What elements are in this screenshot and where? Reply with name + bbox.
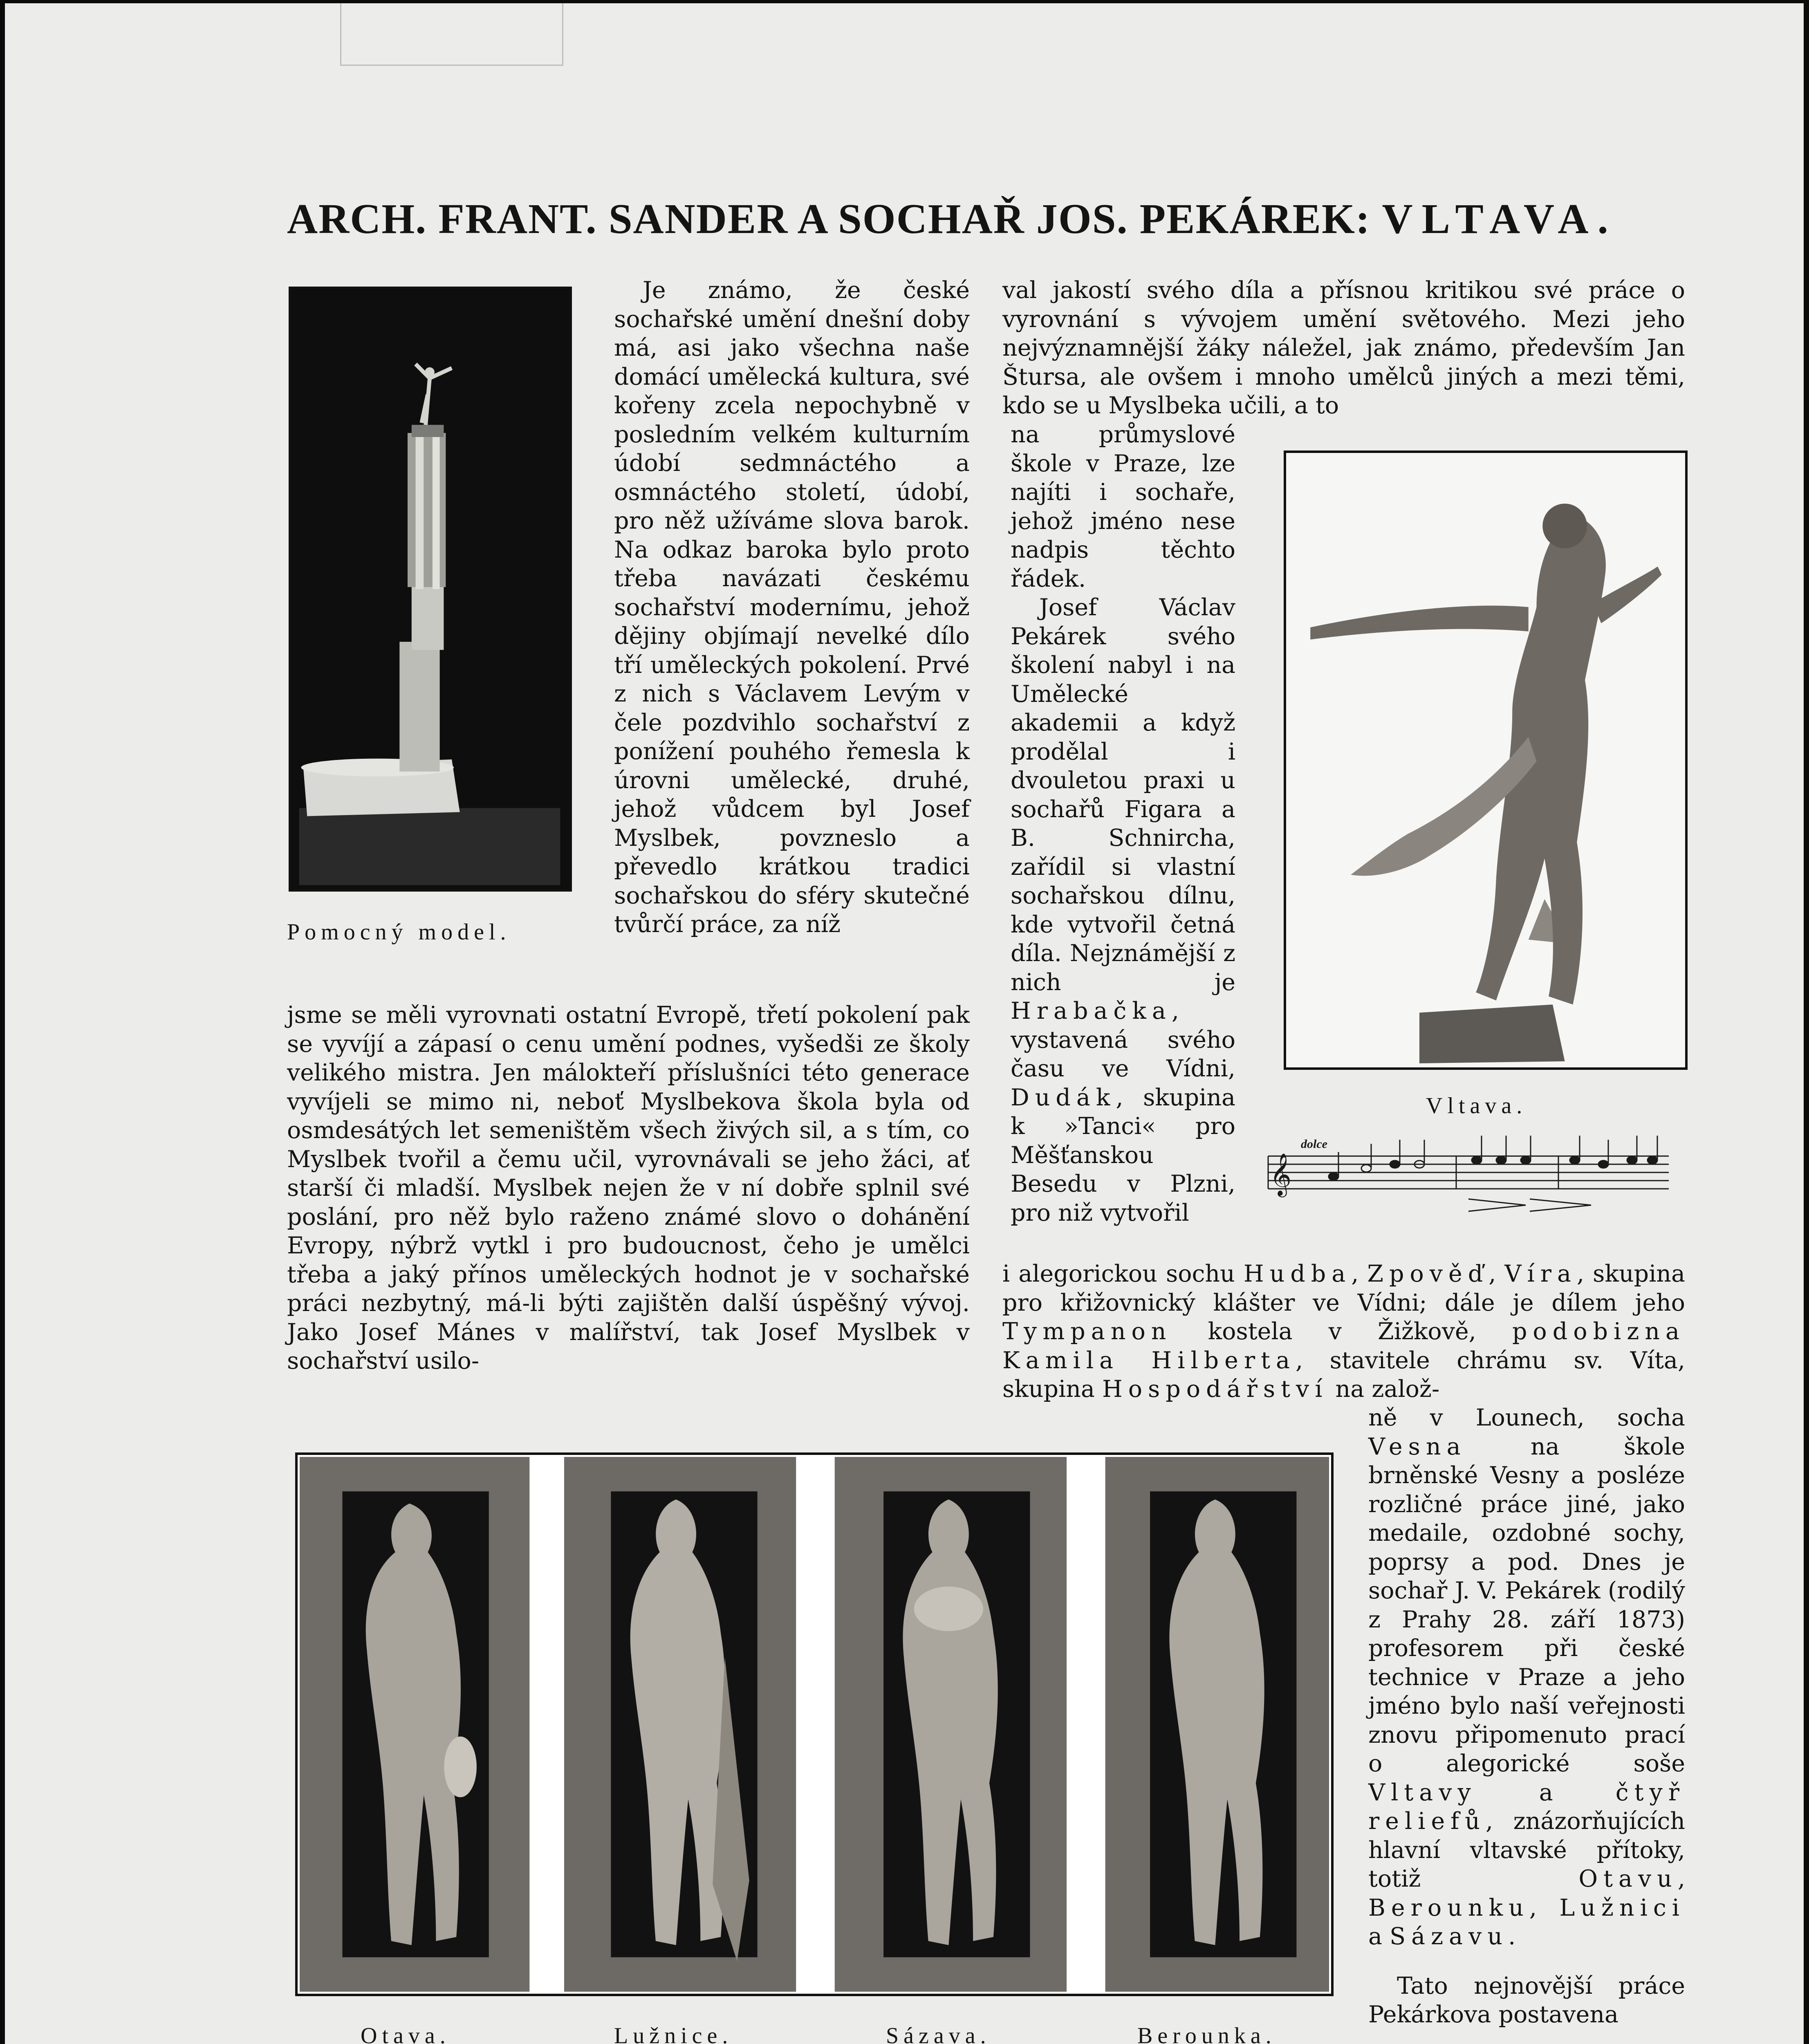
paragraph: Je známo, že české sochařské umění dnešní doby má, asi jako všechna naše domácí umělecká kultura, své kořeny zcela nepochybně v posledním velkém kulturním údobí sedmnáctého a osmnáctého století, údobí, pro něž užíváme slova barok. Na odkaz baroka bylo proto třeba navázati českému sochařství modernímu, jehož dějiny objímají nevelké dílo tří uměleckých pokolení. Prvé z nich s Václavem Levým v čele pozdvihlo sochařství z ponížení pouhého řemesla k úrovni umělecké, druhé, jehož vůdcem byl Josef Myslbek, povzneslo a převedlo krátkou tradici sochařskou do sféry skutečné tvůrčí práce, za níž <box>614 277 970 938</box>
work-title: Hudba <box>1243 1260 1352 1287</box>
dolce-mark: dolce <box>1301 1137 1327 1151</box>
right-narrow-column <box>1011 420 1235 1227</box>
paragraph: Josef Václav Pekárek svého školení nabyl i na Umělecké akademii a když prodělal i dvouletou praxi u sochařů Figara a B. Schnircha, zařídil si vlastní sochařskou dílnu, kde vytvořil četná díla. Nejznámější z nich je Hrabačka, vystavená svého času ve Vídni, Dudák, skupina k »Tanci« pro Měšťanskou Besedu v Plzni, pro niž vytvořil <box>1011 594 1235 1226</box>
work-title: čtyř reliefů <box>1368 1779 1685 1835</box>
work-title: Vesna <box>1368 1433 1466 1460</box>
work-title: Dudák <box>1011 1084 1116 1111</box>
caption-sazava: Sázava. <box>886 2023 991 2044</box>
work-title: Lužnici <box>1559 1894 1685 1921</box>
work-title: Víra <box>1504 1260 1577 1287</box>
relief-sazava <box>835 1457 1067 1992</box>
relief-luznice <box>564 1457 796 1992</box>
paragraph: na průmyslové škole v Praze, lze najíti i sochaře, jehož jméno nese nadpis těchto řádek. <box>1011 421 1235 592</box>
right-top-column <box>1002 276 1685 420</box>
work-title: Vltavy <box>1368 1779 1477 1806</box>
caption-berounka: Berounka. <box>1137 2023 1276 2044</box>
caption-vltava: Vltava. <box>1426 1093 1527 1118</box>
work-title: Hrabačka <box>1011 997 1172 1024</box>
caption-luznice: Lužnice. <box>614 2023 733 2044</box>
right-wide-column <box>1002 1260 1685 1404</box>
caption-model: Pomocný model. <box>287 919 511 945</box>
relief-otava <box>300 1457 529 1992</box>
work-title: Hospodářství <box>1102 1376 1328 1403</box>
svg-text:𝄞: 𝄞 <box>1270 1153 1292 1196</box>
model-image <box>291 289 569 889</box>
work-title: podobizna Kamila Hilberta <box>1002 1318 1685 1374</box>
page <box>5 3 1804 2044</box>
vltava-image <box>1286 453 1685 1067</box>
article-title <box>287 195 1701 244</box>
work-title: Zpověď <box>1367 1260 1489 1287</box>
work-title: Berounku <box>1368 1894 1529 1921</box>
reliefs-photo <box>295 1452 1334 1996</box>
relief-berounka <box>1105 1457 1329 1992</box>
title-emph: VLTAVA. <box>1382 195 1617 242</box>
library-stamp <box>340 3 563 66</box>
left-wide-column <box>287 1001 970 1376</box>
work-title: Otavu <box>1578 1865 1678 1892</box>
paragraph: i alegorickou sochu Hudba, Zpověď, Víra, skupina pro křižovnický klášter ve Vídni; dále je dílem jeho Tympanon kostela v Žižkově, podobizna Kamila Hilberta, stavitele chrámu sv. Víta, skupina Hospodářství na založ- <box>1002 1260 1685 1403</box>
paragraph: ně v Lounech, socha Vesna na škole brněnské Vesny a posléze rozličné práce jiné, jako medaile, ozdobné sochy, poprsy a pod. Dnes je sochař J. V. Pekárek (rodilý z Prahy 28. září 1873) profesorem při české technice v Praze a jeho jméno bylo naší veřejnosti znovu připomenuto prací o alegorické soše Vltavy a čtyř reliefů, znázorňujících hlavní vltavské přítoky, totiž Otavu, Berounku, Lužnici a Sázavu. <box>1368 1404 1685 1950</box>
reliefs-image <box>298 1455 1331 1994</box>
vltava-photo <box>1284 450 1688 1070</box>
work-title: Sázavu <box>1390 1923 1509 1950</box>
work-title: Tympanon <box>1002 1318 1172 1345</box>
paragraph: Tato nejnovější práce Pekárkova postavena <box>1368 1972 1685 2028</box>
paragraph: jsme se měli vyrovnati ostatní Evropě, třetí pokolení pak se vyvíjí a zápasí o cenu umění podnes, vyšedši ze školy velikého mistra. Jen málokteří příslušníci této generace vyvíjeli se mimo ni, neboť Myslbekova škola byla od osmdesátých let semeništěm všech živých sil, a s tím, co Myslbek tvořil a čemu učil, vyrovnávali se jeho žáci, ať starší či mladší. Myslbek nejen že v ní dobře splnil své poslání, pro něž bylo raženo známé slovo o dohánění Evropy, nýbrž vytkl i pro budoucnost, čeho je umělci třeba a jaký přínos uměleckých hodnot je v sochařské práci nezbytný, má-li býti zajištěn další úspěšný vývoj. Jako Josef Mánes v malířství, tak Josef Myslbek v sochařství usilo- <box>287 1002 970 1374</box>
paragraph: val jakostí svého díla a přísnou kritikou své práce o vyrovnání s vývojem umění světového. Mezi jeho nejvýznamnější žáky náležel, jak známo, především Jan Štursa, ale ovšem i mnoho umělců jiných a mezi těmi, kdo se u Myslbeka učili, a to <box>1002 277 1685 419</box>
music-notation <box>1264 1132 1673 1213</box>
model-photo <box>289 287 572 892</box>
left-narrow-column <box>614 276 970 939</box>
title-main: ARCH. FRANT. SANDER A SOCHAŘ JOS. PEKÁREK: <box>287 195 1371 242</box>
music-staff <box>1264 1132 1673 1213</box>
right-low-column <box>1368 1403 1685 2029</box>
caption-otava: Otava. <box>361 2023 451 2044</box>
